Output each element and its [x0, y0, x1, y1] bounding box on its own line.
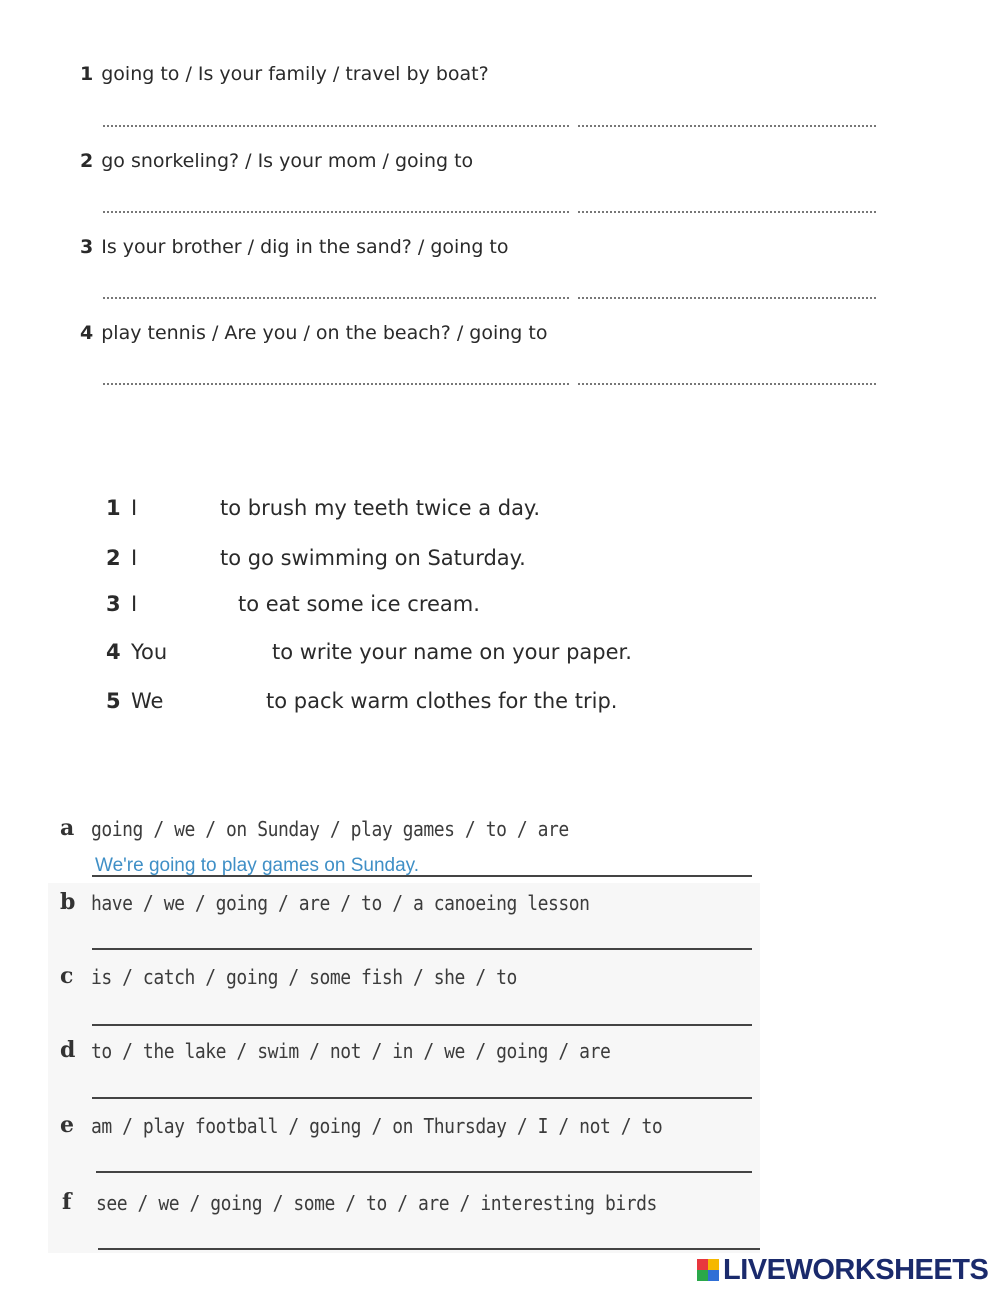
item-letter: b: [60, 889, 76, 915]
item-letter: f: [62, 1189, 72, 1215]
item-number: 3: [106, 592, 121, 616]
gap-input[interactable]: [145, 494, 215, 524]
question-text: go snorkeling? / Is your mom / going to: [101, 150, 474, 172]
gap-input[interactable]: [145, 590, 233, 620]
item-text: to pack warm clothes for the trip.: [266, 689, 618, 713]
item-prompt: see / we / going / some / to / are / interesting birds: [96, 1191, 657, 1215]
item-number: 5: [106, 689, 121, 713]
item-letter: d: [60, 1037, 76, 1063]
logo-text: LIVEWORKSHEETS: [723, 1253, 989, 1286]
example-answer: We're going to play games on Sunday.: [95, 855, 420, 876]
question-text: going to / Is your family / travel by boat?: [101, 63, 489, 85]
answer-line[interactable]: [92, 1024, 752, 1026]
answer-line[interactable]: [92, 875, 752, 877]
item-prompt: is / catch / going / some fish / she / to: [91, 965, 517, 989]
question-1: [80, 63, 489, 85]
item-subject: I: [131, 592, 138, 616]
gap-input[interactable]: [145, 544, 215, 574]
answer-line[interactable]: [578, 383, 876, 385]
item-text: to go swimming on Saturday.: [220, 546, 526, 570]
answer-line[interactable]: [578, 125, 876, 127]
answer-line[interactable]: [96, 1171, 752, 1173]
answer-line[interactable]: [98, 1248, 760, 1250]
question-number: 4: [80, 322, 94, 344]
logo-icon: [697, 1259, 719, 1281]
item-prompt: to / the lake / swim / not / in / we / going / are: [91, 1039, 611, 1063]
item-number: 1: [106, 496, 121, 520]
question-number: 1: [80, 63, 94, 85]
item-subject: I: [131, 496, 138, 520]
item-number: 4: [106, 640, 121, 664]
item-number: 2: [106, 546, 121, 570]
answer-line[interactable]: [103, 297, 569, 299]
answer-line[interactable]: [103, 383, 569, 385]
question-text: Is your brother / dig in the sand? / going to: [101, 236, 509, 258]
item-subject: You: [131, 640, 168, 664]
answer-line[interactable]: [103, 125, 569, 127]
item-subject: We: [131, 689, 164, 713]
gap-input[interactable]: [172, 687, 260, 717]
item-text: to eat some ice cream.: [238, 592, 480, 616]
question-text: play tennis / Are you / on the beach? / going to: [101, 322, 548, 344]
question-number: 3: [80, 236, 94, 258]
item-letter: e: [60, 1112, 74, 1138]
item-prompt: have / we / going / are / to / a canoeing lesson: [91, 891, 590, 915]
logo-square-red: [697, 1259, 708, 1270]
item-text: to brush my teeth twice a day.: [220, 496, 541, 520]
liveworksheets-logo: [697, 1254, 988, 1286]
answer-line[interactable]: [92, 948, 752, 950]
question-4: [80, 322, 547, 344]
item-prompt: going / we / on Sunday / play games / to / are: [91, 817, 569, 841]
answer-line[interactable]: [578, 297, 876, 299]
item-letter: a: [60, 815, 75, 841]
logo-square-green: [697, 1270, 708, 1281]
logo-square-yellow: [708, 1259, 719, 1270]
question-2: [80, 150, 473, 172]
item-text: to write your name on your paper.: [272, 640, 632, 664]
question-number: 2: [80, 150, 94, 172]
logo-square-blue: [708, 1270, 719, 1281]
answer-line[interactable]: [578, 211, 876, 213]
answer-line[interactable]: [92, 1097, 752, 1099]
answer-line[interactable]: [103, 211, 569, 213]
item-prompt: am / play football / going / on Thursday / I / not / to: [91, 1114, 663, 1138]
question-3: [80, 236, 509, 258]
item-subject: I: [131, 546, 138, 570]
item-letter: c: [60, 963, 74, 989]
gap-input[interactable]: [178, 638, 266, 668]
